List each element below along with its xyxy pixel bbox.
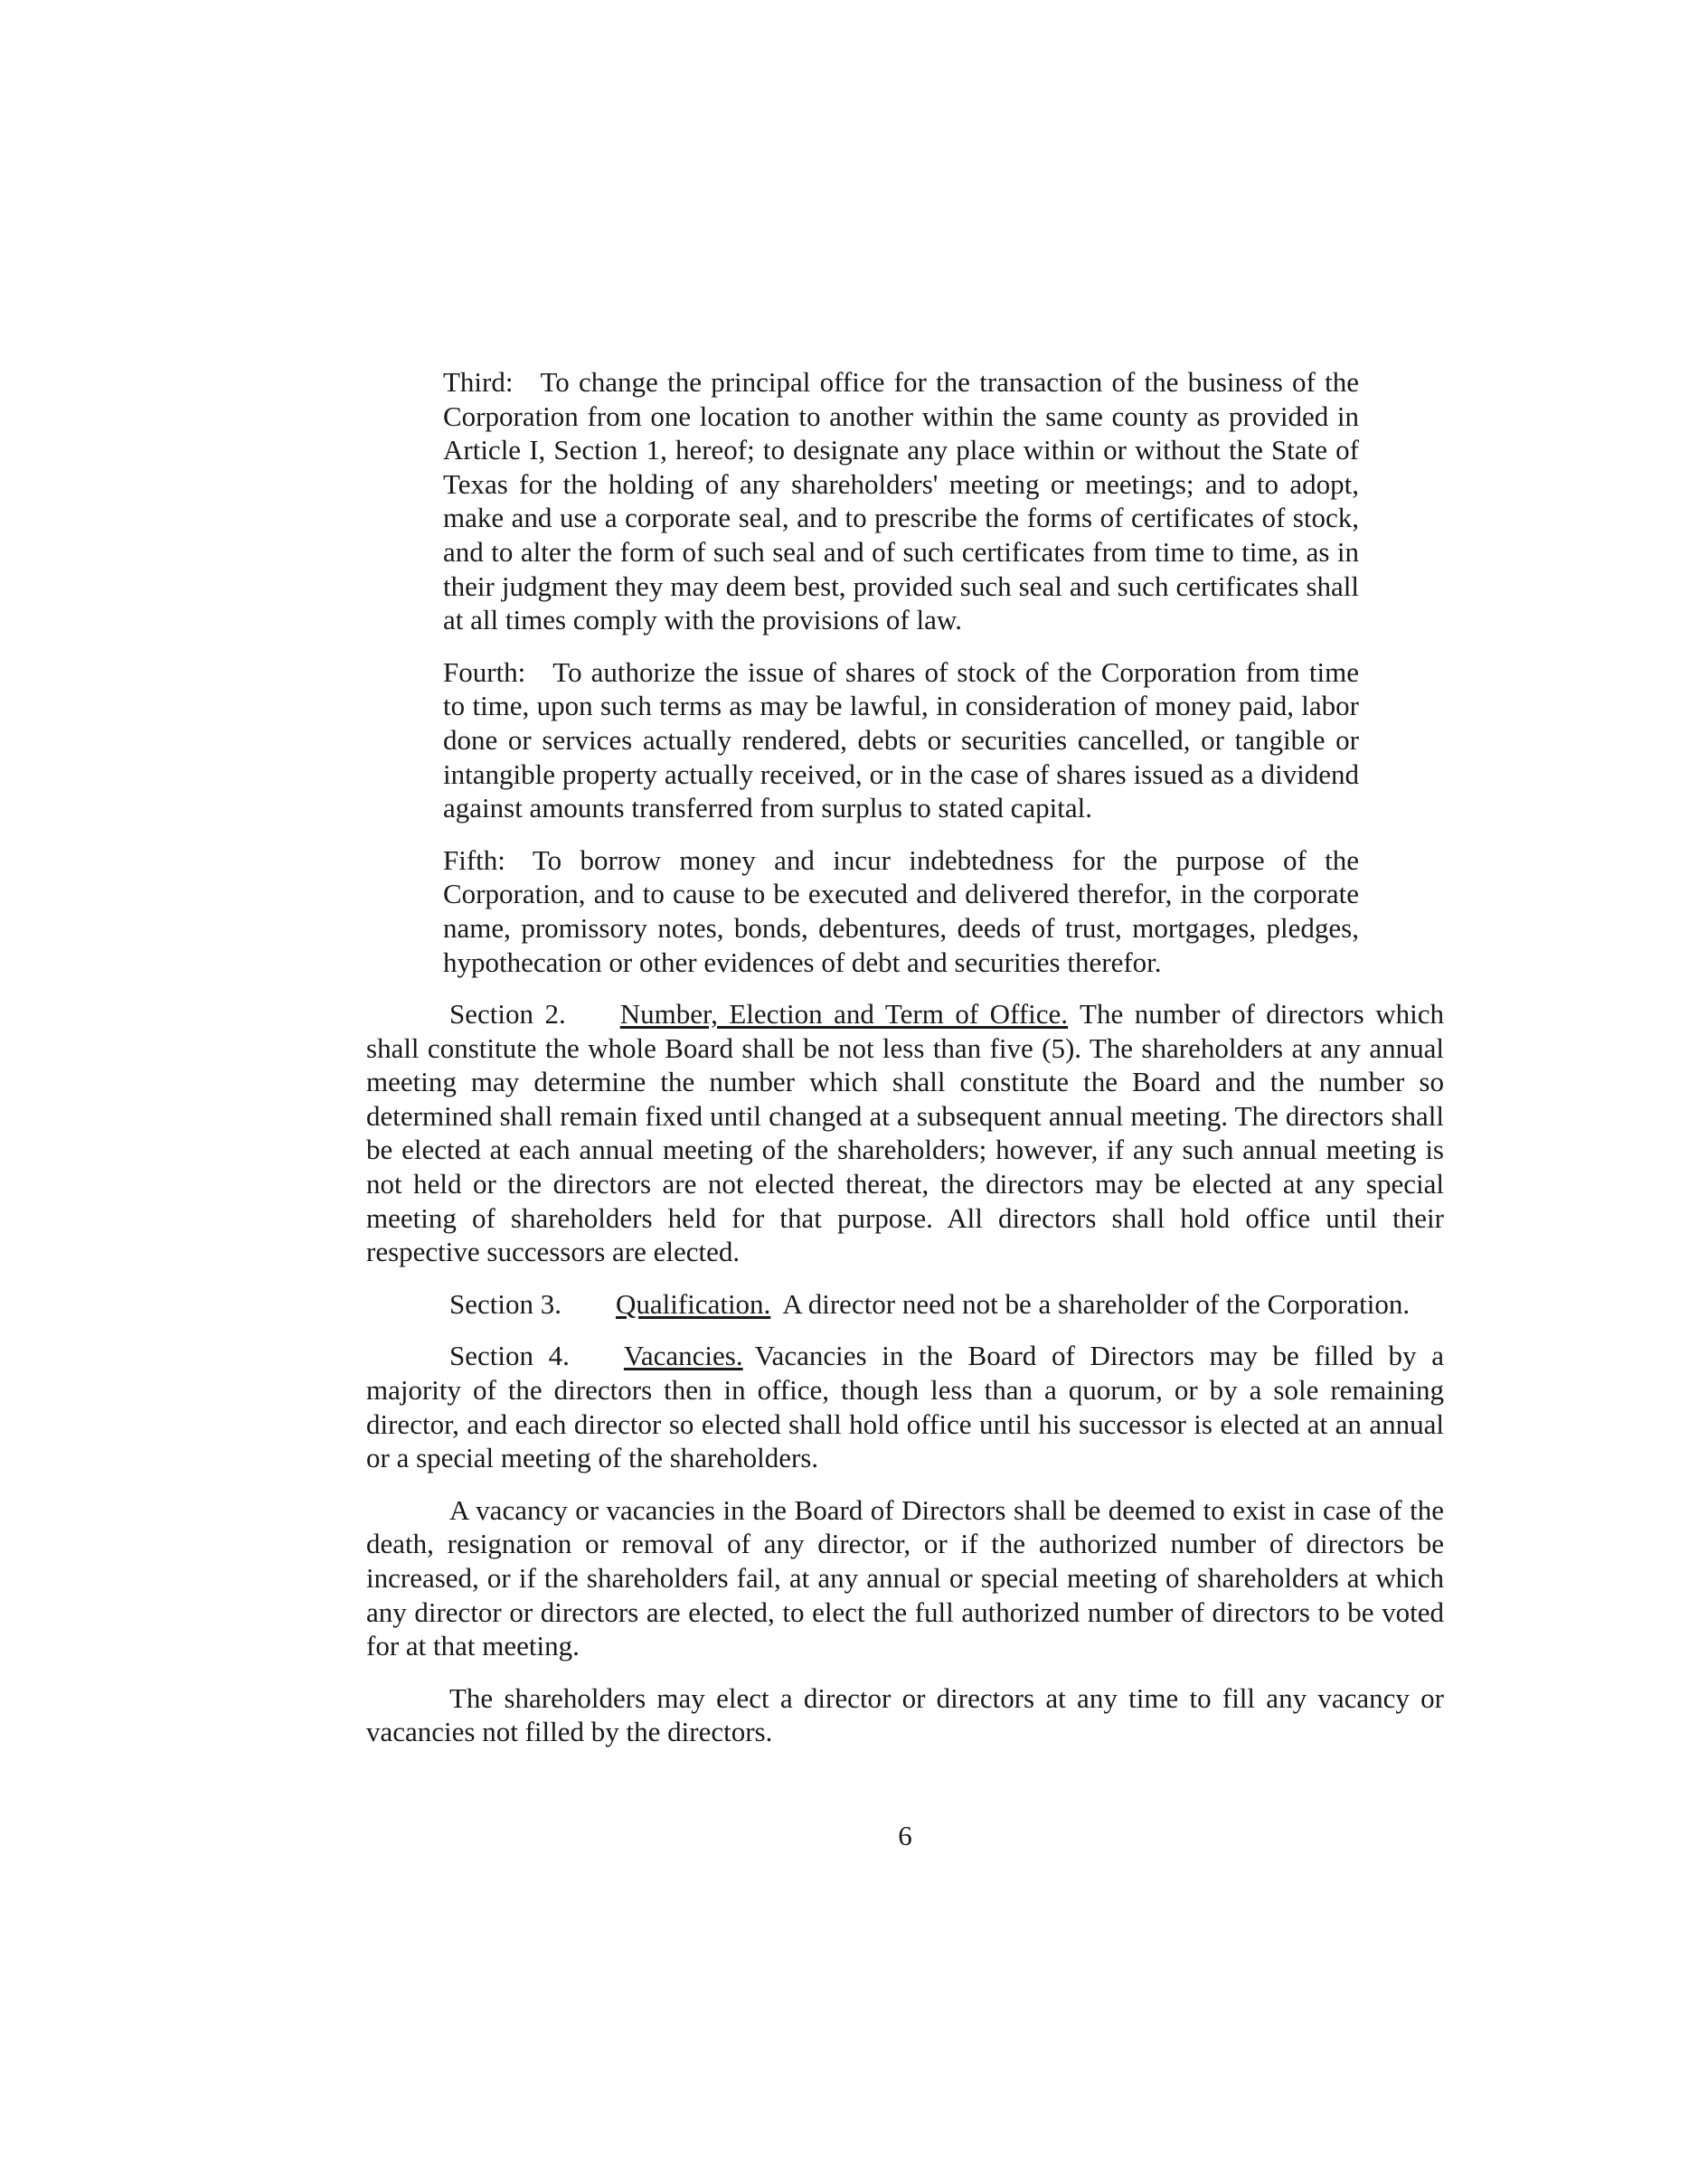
paragraph-text: The shareholders may elect a director or directors at any time to fill any vacancy or vacancies not filled by the directors. xyxy=(366,1681,1444,1748)
paragraph-label: Third: xyxy=(443,366,514,398)
section-label: Section 4. xyxy=(449,1340,570,1372)
section-heading: Number, Election and Term of Office. xyxy=(619,998,1069,1031)
paragraph-section-2 xyxy=(366,997,1444,1269)
section-heading: Qualification. xyxy=(616,1287,771,1320)
section-heading: Vacancies. xyxy=(623,1340,743,1372)
page-number: 6 xyxy=(898,1820,912,1851)
paragraph-text: To borrow money and incur indebtedness for the purpose of the Corporation, and to cause to be executed and delivered therefor, in the corporate name, promissory notes, bonds, debentures, deeds of trust, mortgages, pledges, hypothecation or other evidences of debt and securities therefor. xyxy=(443,843,1359,978)
paragraph-text: To change the principal office for the transaction of the business of the Corporation from one location to another within the same county as provided in Article I, Section 1, hereof; to designate any place within or without the State of Texas for the holding of any shareholders' meeting or meetings; and to adopt, make and use a corporate seal, and to prescribe the forms of certificates of stock, and to alter the form of such seal and of such certificates from time to time, as in their judgment they may deem best, provided such seal and such certificates shall at all times comply with the provisions of law. xyxy=(443,366,1359,636)
paragraph-third xyxy=(443,365,1359,637)
paragraph-text: A director need not be a shareholder of the Corporation. xyxy=(782,1287,1411,1320)
paragraph-text: To authorize the issue of shares of stock of the Corporation from time to time, upon such terms as may be lawful, in consideration of money paid, labor done or services actually rendered, debts or securities cancelled, or tangible or intangible property actually received, or in the case of shares issued as a dividend against amounts transferred from surplus to stated capital. xyxy=(443,655,1359,824)
paragraph-vacancy-deemed xyxy=(366,1493,1444,1663)
paragraph-section-4 xyxy=(366,1339,1444,1474)
paragraph-shareholders-elect xyxy=(366,1681,1444,1749)
section-label: Section 3. xyxy=(449,1287,561,1320)
document-content xyxy=(366,365,1444,1767)
paragraph-section-3 xyxy=(366,1287,1444,1322)
paragraph-fourth xyxy=(443,655,1359,825)
paragraph-label: Fifth: xyxy=(443,843,505,876)
section-label: Section 2. xyxy=(449,998,566,1031)
paragraph-text: The number of directors which shall constitute the whole Board shall be not less than five (5). The shareholders at any annual meeting may determine the number which shall constitute the Board and the number so determined shall remain fixed until changed at a subsequent annual meeting. The directors shall be elected at each annual meeting of the shareholders; however, if any such annual meeting is not held or the directors are not elected thereat, the directors may be elected at any special meeting of shareholders held for that purpose. All directors shall hold office until their respective successors are elected. xyxy=(366,998,1444,1268)
paragraph-text: A vacancy or vacancies in the Board of Directors shall be deemed to exist in case of the death, resignation or removal of any director, or if the authorized number of directors be increased, or if the shareholders fail, at any annual or special meeting of shareholders at which any director or directors are elected, to elect the full authorized number of directors to be voted for at that meeting. xyxy=(366,1493,1444,1662)
paragraph-label: Fourth: xyxy=(443,655,526,688)
paragraph-fifth xyxy=(443,843,1359,979)
paragraph-text: Vacancies in the Board of Directors may be filled by a majority of the directors then in office, though less than a quorum, or by a sole remaining director, and each director so elected shall hold office until his successor is elected at an annual or a special meeting of the shareholders. xyxy=(366,1340,1444,1474)
